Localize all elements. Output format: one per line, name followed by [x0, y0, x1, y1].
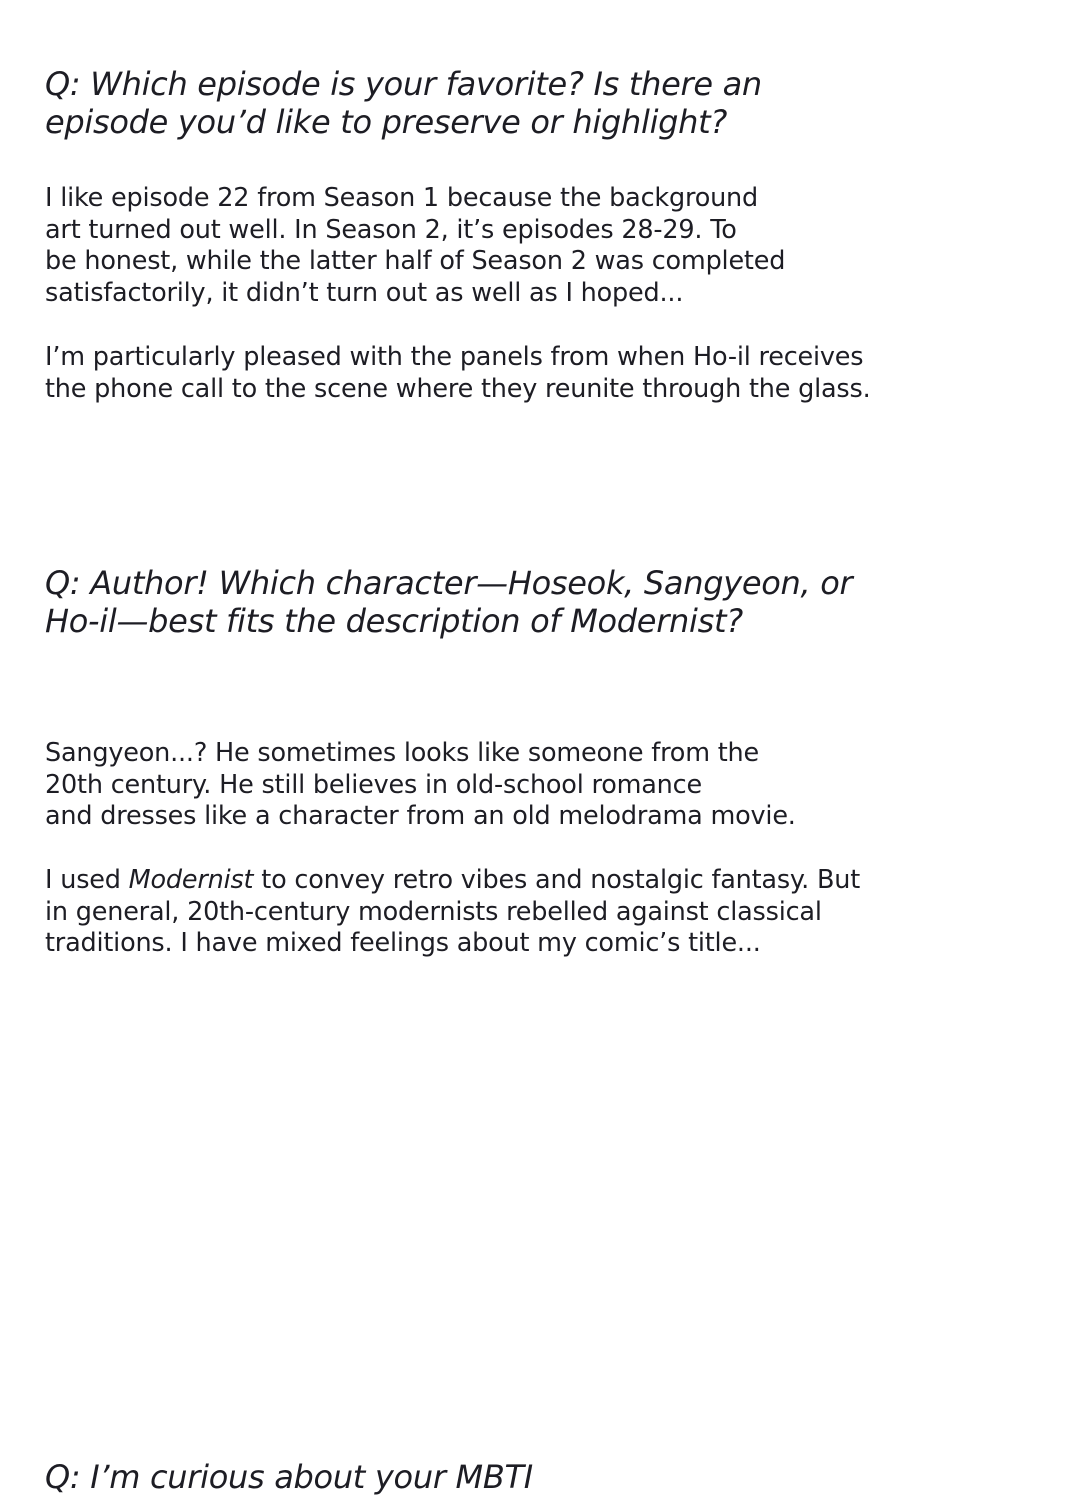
answer-modernist-title: [45, 865, 860, 960]
answer-modernist-title-lead: I used: [45, 865, 129, 895]
answer-modernist-title-rest: to convey retro vibes and nostalgic fantasy. But in general, 20th-century modernists rebelled against classical traditions. I have mixed feelings about my comic’s title...: [45, 865, 861, 959]
answer-favorite-episode: I like episode 22 from Season 1 because the background art turned out well. In Season 2, it’s episodes 28-29. To be honest, while the latter half of Season 2 was completed satisfactorily, it didn’t turn out as well as I hoped...: [45, 183, 786, 309]
answer-modernist-character: Sangyeon...? He sometimes looks like someone from the 20th century. He still believes in old-school romance and dresses like a character from an old melodrama movie.: [45, 738, 796, 832]
question-favorite-episode: Q: Which episode is your favorite? Is there an episode you’d like to preserve or highlight?: [45, 65, 762, 141]
question-mbti: Q: I’m curious about your MBTI: [45, 1458, 533, 1496]
question-modernist-character: Q: Author! Which character—Hoseok, Sangyeon, or Ho-il—best fits the description of Modernist?: [45, 564, 853, 640]
modernist-title-emphasis: Modernist: [128, 865, 254, 895]
answer-favorite-panels: I’m particularly pleased with the panels from when Ho-il receives the phone call to the scene where they reunite through the glass.: [45, 342, 871, 404]
